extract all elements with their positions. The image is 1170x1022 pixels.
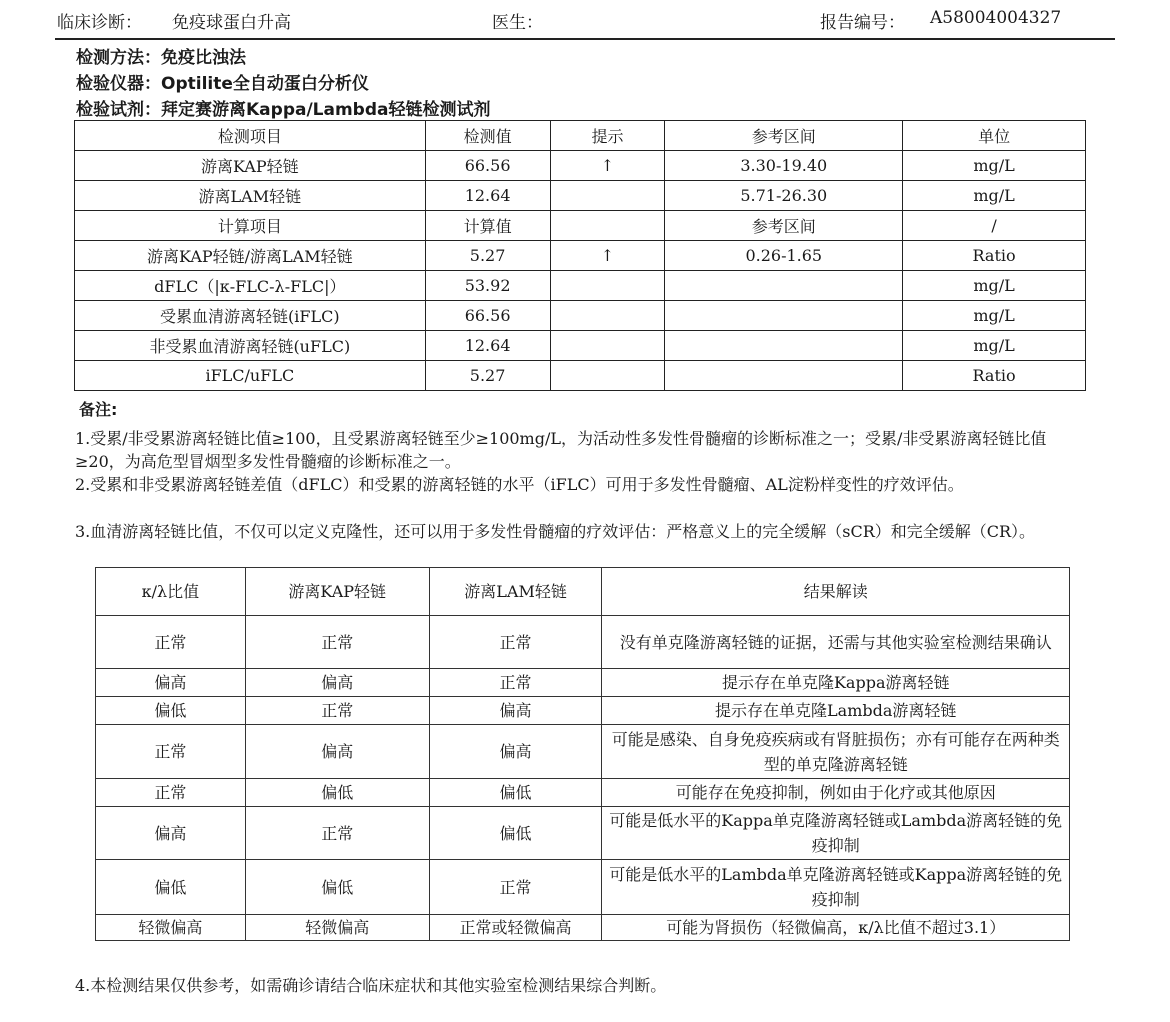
interpretation-table — [95, 567, 1070, 941]
interpretation-cell: 正常 — [429, 669, 602, 697]
results-cell: mg/L — [903, 181, 1086, 211]
doctor-label: 医生： — [492, 13, 543, 33]
diagnosis-value: 免疫球蛋白升高 — [172, 13, 291, 33]
interpretation-cell: 可能存在免疫抑制，例如由于化疗或其他原因 — [602, 779, 1070, 807]
results-cell: 5.27 — [425, 361, 550, 391]
results-table — [74, 120, 1086, 391]
table-row — [75, 181, 1086, 211]
table-row — [75, 271, 1086, 301]
interpretation-cell: 轻微偏高 — [96, 915, 246, 941]
table-row — [75, 211, 1086, 241]
results-cell: 游离LAM轻链 — [75, 181, 426, 211]
results-cell: 3.30-19.40 — [665, 151, 903, 181]
results-cell: iFLC/uFLC — [75, 361, 426, 391]
results-cell: 5.71-26.30 — [665, 181, 903, 211]
interpretation-cell: 偏低 — [429, 779, 602, 807]
results-cell — [665, 331, 903, 361]
results-cell — [550, 361, 665, 391]
results-cell: 5.27 — [425, 241, 550, 271]
table-row — [96, 915, 1070, 941]
interpretation-cell: 可能是低水平的Kappa单克隆游离轻链或Lambda游离轻链的免疫抑制 — [602, 807, 1070, 860]
results-cell: 12.64 — [425, 331, 550, 361]
interpretation-cell: 偏高 — [96, 669, 246, 697]
results-header-row — [75, 121, 1086, 151]
results-cell: Ratio — [903, 241, 1086, 271]
results-cell: mg/L — [903, 331, 1086, 361]
table-row — [96, 669, 1070, 697]
results-cell: 受累血清游离轻链(iFLC) — [75, 301, 426, 331]
interpretation-cell: 偏低 — [245, 860, 429, 915]
results-header-cell: 提示 — [550, 121, 665, 151]
table-row — [96, 725, 1070, 779]
results-cell — [665, 271, 903, 301]
interpretation-header-cell: κ/λ比值 — [96, 568, 246, 616]
results-cell — [665, 361, 903, 391]
results-cell: 66.56 — [425, 151, 550, 181]
results-header-cell: 单位 — [903, 121, 1086, 151]
results-cell — [550, 271, 665, 301]
interpretation-cell: 正常 — [245, 697, 429, 725]
table-row — [96, 779, 1070, 807]
interpretation-cell: 正常 — [96, 616, 246, 669]
interpretation-cell: 可能为肾损伤（轻微偏高，κ/λ比值不超过3.1） — [602, 915, 1070, 941]
interpretation-cell: 可能是感染、自身免疫疾病或有肾脏损伤；亦有可能存在两种类型的单克隆游离轻链 — [602, 725, 1070, 779]
test-method: 检测方法：免疫比浊法 — [76, 48, 246, 68]
results-cell: 游离KAP轻链 — [75, 151, 426, 181]
results-header-cell: 检测项目 — [75, 121, 426, 151]
interpretation-header-cell: 游离LAM轻链 — [429, 568, 602, 616]
interpretation-cell: 轻微偏高 — [245, 915, 429, 941]
interpretation-cell: 正常 — [245, 616, 429, 669]
results-cell — [665, 301, 903, 331]
interpretation-cell: 提示存在单克隆Kappa游离轻链 — [602, 669, 1070, 697]
results-cell: dFLC（|κ-FLC-λ-FLC|） — [75, 271, 426, 301]
interpretation-header-row — [96, 568, 1070, 616]
results-cell: 计算值 — [425, 211, 550, 241]
results-cell: 非受累血清游离轻链(uFLC) — [75, 331, 426, 361]
interpretation-cell: 偏低 — [429, 807, 602, 860]
table-row — [96, 807, 1070, 860]
results-cell: / — [903, 211, 1086, 241]
results-cell — [550, 301, 665, 331]
results-cell: 53.92 — [425, 271, 550, 301]
report-number-label: 报告编号： — [820, 13, 905, 33]
results-header-cell: 参考区间 — [665, 121, 903, 151]
interpretation-cell: 可能是低水平的Lambda单克隆游离轻链或Kappa游离轻链的免疫抑制 — [602, 860, 1070, 915]
interpretation-cell: 没有单克隆游离轻链的证据，还需与其他实验室检测结果确认 — [602, 616, 1070, 669]
interpretation-cell: 偏高 — [429, 697, 602, 725]
interpretation-cell: 正常 — [245, 807, 429, 860]
results-cell: 0.26-1.65 — [665, 241, 903, 271]
results-cell: ↑ — [550, 151, 665, 181]
interpretation-cell: 提示存在单克隆Lambda游离轻链 — [602, 697, 1070, 725]
results-header-cell: 检测值 — [425, 121, 550, 151]
note-2: 2.受累和非受累游离轻链差值（dFLC）和受累的游离轻链的水平（iFLC）可用于多发性骨髓瘤、AL淀粉样变性的疗效评估。 — [75, 475, 964, 494]
interpretation-header-cell: 游离KAP轻链 — [245, 568, 429, 616]
notes-title: 备注: — [79, 400, 118, 419]
report-number-value: A58004004327 — [930, 8, 1062, 28]
test-instrument: 检验仪器：Optilite全自动蛋白分析仪 — [76, 74, 369, 94]
interpretation-cell: 正常 — [96, 779, 246, 807]
interpretation-cell: 正常 — [429, 860, 602, 915]
table-row — [75, 361, 1086, 391]
table-row — [96, 616, 1070, 669]
table-row — [96, 697, 1070, 725]
results-cell: 66.56 — [425, 301, 550, 331]
interpretation-cell: 正常 — [429, 616, 602, 669]
results-cell — [550, 211, 665, 241]
table-row — [75, 151, 1086, 181]
test-reagent: 检验试剂：拜定赛游离Kappa/Lambda轻链检测试剂 — [76, 100, 491, 120]
interpretation-cell: 正常或轻微偏高 — [429, 915, 602, 941]
results-cell: 参考区间 — [665, 211, 903, 241]
results-cell: 12.64 — [425, 181, 550, 211]
results-cell — [550, 181, 665, 211]
table-row — [75, 301, 1086, 331]
results-cell: mg/L — [903, 151, 1086, 181]
results-cell: Ratio — [903, 361, 1086, 391]
results-cell: mg/L — [903, 301, 1086, 331]
interpretation-cell: 偏高 — [96, 807, 246, 860]
interpretation-cell: 偏高 — [429, 725, 602, 779]
interpretation-cell: 偏低 — [96, 697, 246, 725]
interpretation-cell: 偏低 — [245, 779, 429, 807]
interpretation-cell: 正常 — [96, 725, 246, 779]
table-row — [75, 241, 1086, 271]
diagnosis-label: 临床诊断： — [57, 13, 142, 33]
note-3: 3.血清游离轻链比值，不仅可以定义克隆性，还可以用于多发性骨髓瘤的疗效评估：严格意义上的完全缓解（sCR）和完全缓解（CR）。 — [75, 522, 1036, 541]
results-cell: 游离KAP轻链/游离LAM轻链 — [75, 241, 426, 271]
interpretation-cell: 偏高 — [245, 669, 429, 697]
results-cell: mg/L — [903, 271, 1086, 301]
table-row — [96, 860, 1070, 915]
interpretation-cell: 偏高 — [245, 725, 429, 779]
header-divider — [55, 38, 1115, 40]
interpretation-cell: 偏低 — [96, 860, 246, 915]
note-1: 1.受累/非受累游离轻链比值≥100，且受累游离轻链至少≥100mg/L，为活动性多发性骨髓瘤的诊断标准之一；受累/非受累游离轻链比值≥20，为高危型冒烟型多发性骨髓瘤的诊断标准之一。 — [75, 429, 1047, 471]
results-cell: ↑ — [550, 241, 665, 271]
table-row — [75, 331, 1086, 361]
note-4: 4.本检测结果仅供参考，如需确诊请结合临床症状和其他实验室检测结果综合判断。 — [75, 976, 667, 995]
results-cell: 计算项目 — [75, 211, 426, 241]
interpretation-header-cell: 结果解读 — [602, 568, 1070, 616]
results-cell — [550, 331, 665, 361]
